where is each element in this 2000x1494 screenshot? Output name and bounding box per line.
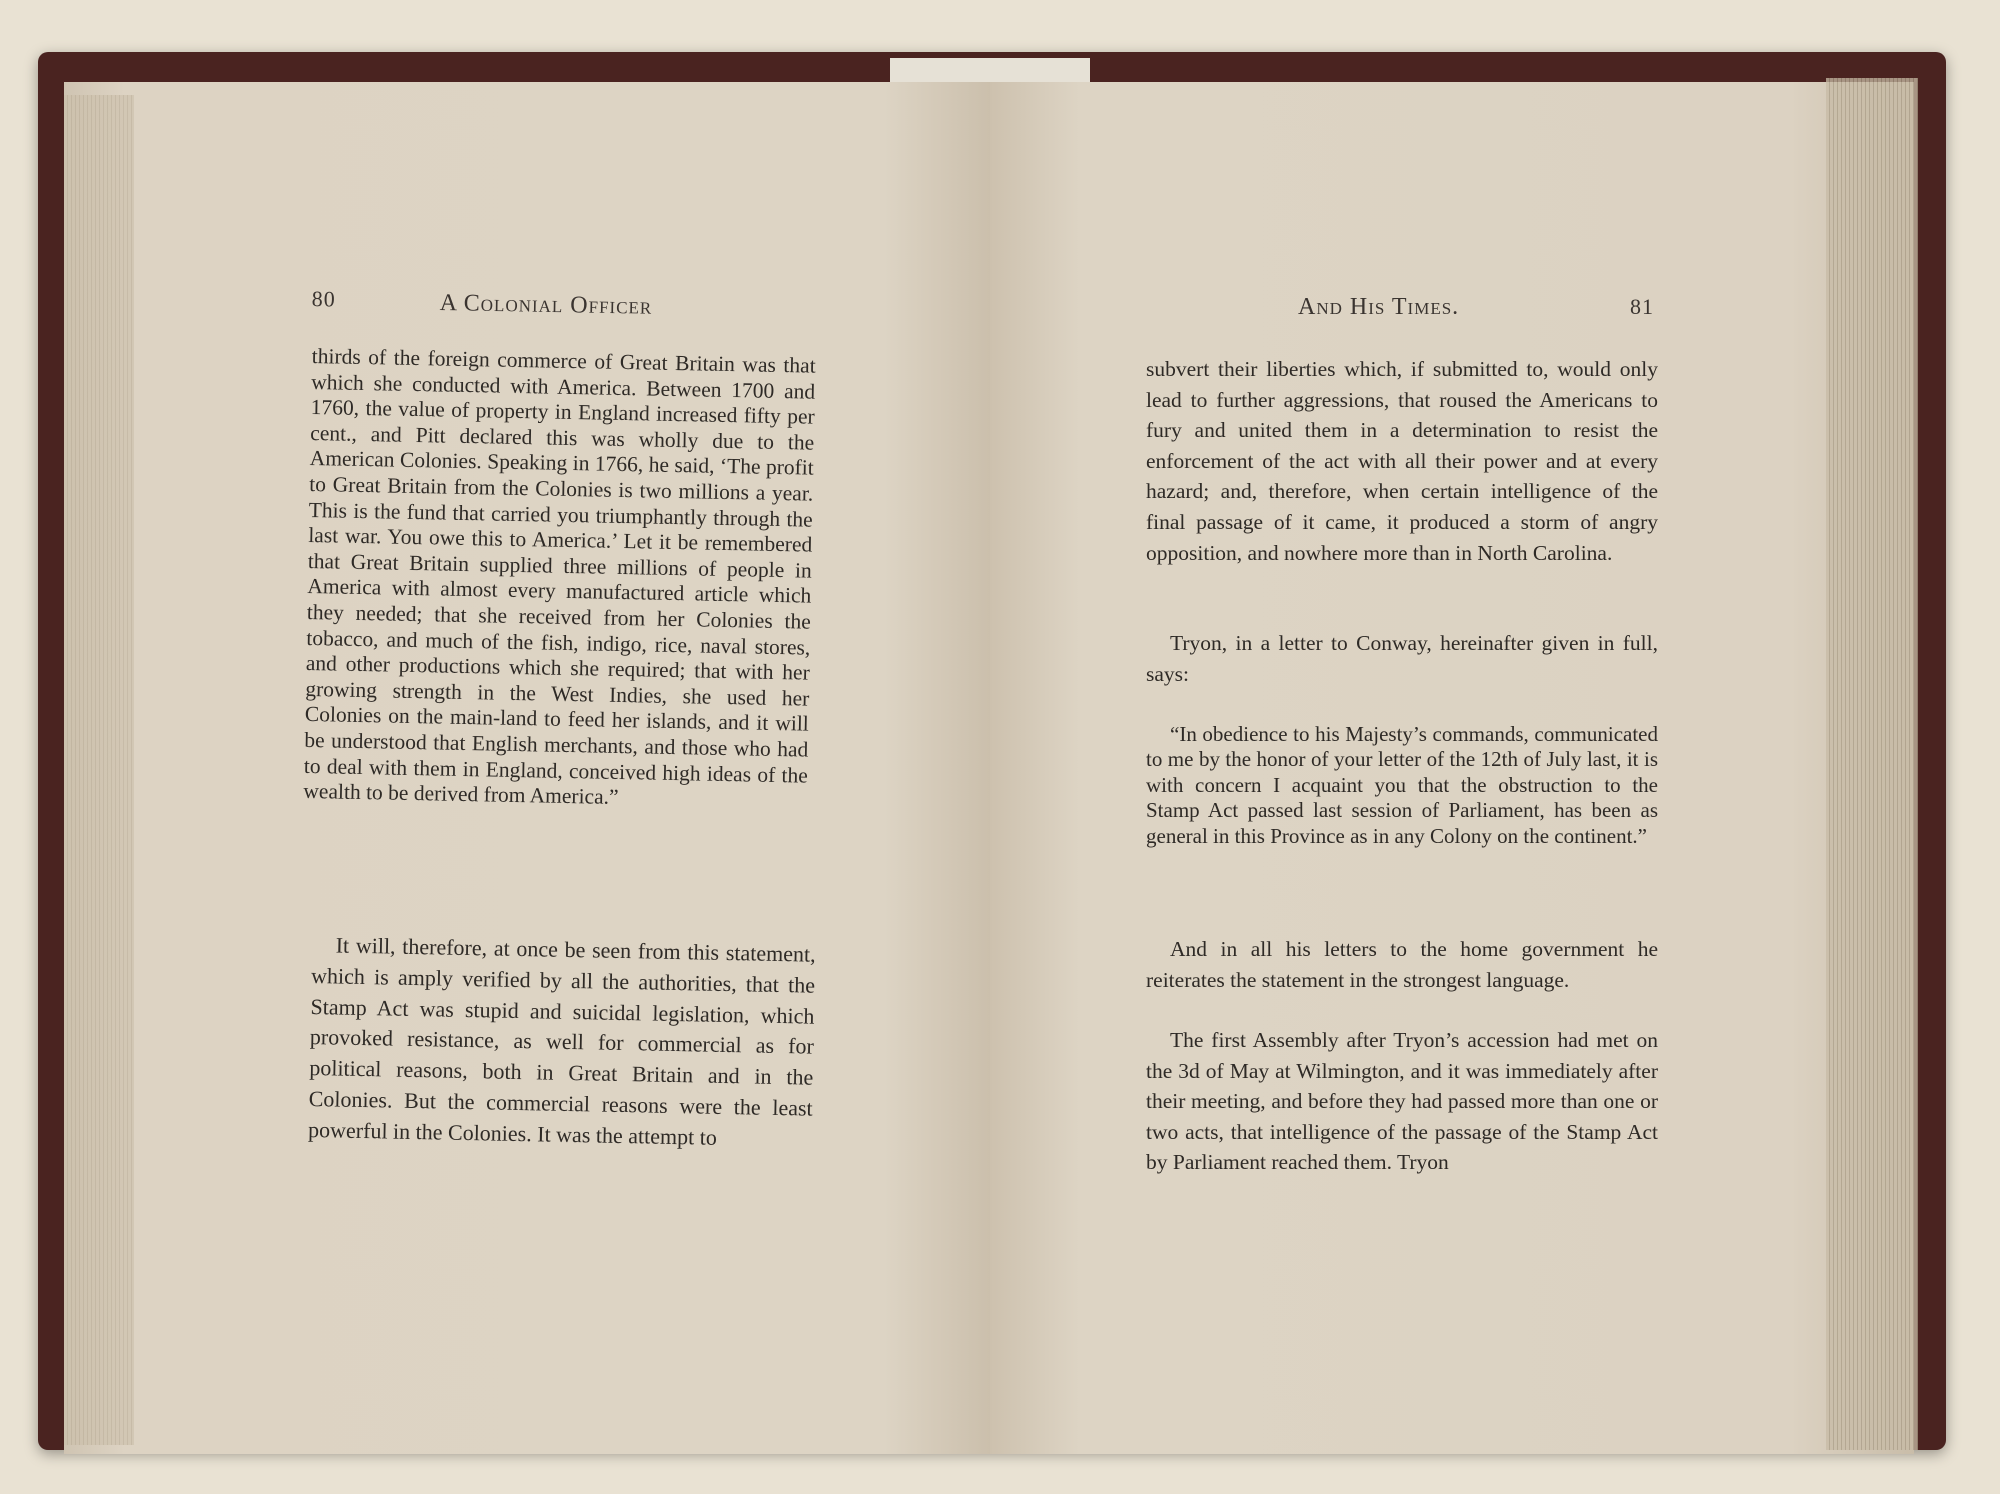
right-quote-text: “In obedience to his Majesty’s commands, communicated to me by the honor of your letter of the 12th of July last, it is with concern I acquaint you that the obstruction to the Stamp Act passed last session of Parliament, has been as general in this Province as in any Colony on the continent.” <box>1146 722 1658 848</box>
left-running-head-text: A Colonial Officer <box>439 290 653 320</box>
left-page-number: 80 <box>311 286 336 312</box>
right-paragraph-3-text: And in all his letters to the home government he reiterates the statement in the strongest language. <box>1146 937 1658 992</box>
left-paragraph-1 <box>303 344 816 814</box>
right-paragraph-4-text: The first Assembly after Tryon’s accession had met on the 3d of May at Wilmington, and it was immediately after their meeting, and before they had passed more than one or two acts, that intelligence of the passage of the Stamp Act by Parliament reached them. Tryon <box>1146 1028 1658 1175</box>
right-paragraph-1 <box>1146 354 1658 568</box>
right-paragraph-4 <box>1146 1025 1658 1178</box>
left-paragraph-2-text: It will, therefore, at once be seen from this statement, which is amply verified by all the authorities, that the Stamp Act was stupid and suicidal legislation, which provoked resistance, as well for commercial as for political reasons, both in Great Britain and in the Colonies. But the commercial reasons were the least powerful in the Colonies. It was the attempt to <box>307 932 816 1150</box>
right-paragraph-1-text: subvert their liberties which, if submitted to, would only lead to further aggressions, that roused the Americans to fury and united them in a determination to resist the enforcement of the act with all their power and at every hazard; and, therefore, when certain intelligence of the final passage of it came, it produced a storm of angry opposition, and nowhere more than in North Carolina. <box>1146 357 1658 565</box>
left-page-edges <box>64 95 134 1445</box>
right-paragraph-3 <box>1146 934 1658 995</box>
left-paragraph-1-text: thirds of the foreign commerce of Great Britain was that which she conducted with America. Between 1700 and 1760, the value of property in England increased fifty per cent., and Pitt declared this was wholly due to the American Colonies. Speaking in 1766, he said, ‘The profit to Great Britain from the Colonies is two millions a year. This is the fund that carried you triumphantly through the last war. You owe this to America.’ Let it be remembered that Great Britain supplied three millions of people in America with almost every manufactured article which they needed; that she received from her Colonies the tobacco, and much of the fish, indigo, rice, naval stores, and other productions which she required; that with her growing strength in the West Indies, she used her Colonies on the main-land to feed her islands, and it will be understood that English merchants, and those who had to deal with them in England, conceived high ideas of the wealth to be derived from America.” <box>303 344 816 810</box>
right-quote <box>1146 722 1658 849</box>
right-running-head <box>1298 294 1459 321</box>
right-page-edges <box>1826 78 1918 1450</box>
left-running-head <box>440 290 653 321</box>
right-running-head-text: And His Times. <box>1298 294 1460 320</box>
right-paragraph-2-text: Tryon, in a letter to Conway, hereinafter given in full, says: <box>1146 631 1658 686</box>
left-paragraph-2 <box>308 930 816 1155</box>
right-paragraph-2 <box>1146 628 1658 689</box>
right-page-number: 81 <box>1630 294 1654 319</box>
